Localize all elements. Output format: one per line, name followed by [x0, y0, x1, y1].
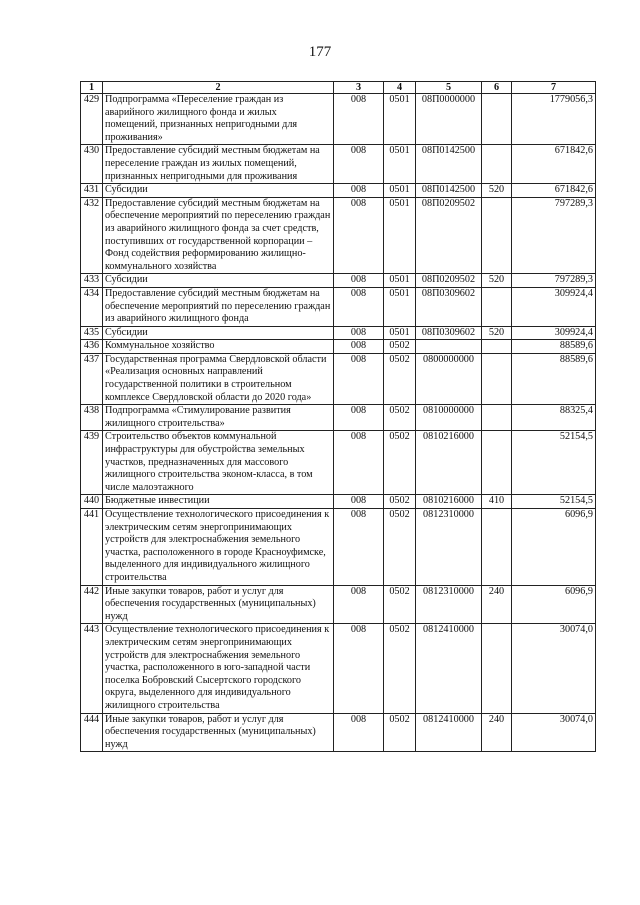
row-code-expense-type — [482, 509, 512, 586]
row-code-target: 0812310000 — [416, 509, 482, 586]
row-code-section: 0501 — [384, 94, 416, 145]
column-header-3: 3 — [334, 82, 384, 94]
row-code-ministry: 008 — [334, 495, 384, 509]
table-row — [81, 405, 596, 431]
row-code-section: 0502 — [384, 495, 416, 509]
table-row — [81, 197, 596, 274]
column-header-2: 2 — [103, 82, 334, 94]
row-code-ministry: 008 — [334, 145, 384, 184]
row-code-ministry: 008 — [334, 405, 384, 431]
row-code-ministry: 008 — [334, 197, 384, 274]
row-description: Субсидии — [103, 274, 334, 288]
row-code-target: 0800000000 — [416, 353, 482, 404]
row-code-expense-type — [482, 340, 512, 354]
row-description: Иные закупки товаров, работ и услуг для обеспечения государственных (муниципальных) нужд — [103, 713, 334, 752]
row-code-ministry: 008 — [334, 184, 384, 198]
row-code-target: 0810000000 — [416, 405, 482, 431]
row-code-section: 0502 — [384, 405, 416, 431]
row-number: 442 — [81, 585, 103, 624]
row-number: 431 — [81, 184, 103, 198]
row-number: 438 — [81, 405, 103, 431]
row-description: Иные закупки товаров, работ и услуг для обеспечения государственных (муниципальных) нужд — [103, 585, 334, 624]
row-code-expense-type — [482, 197, 512, 274]
row-number: 430 — [81, 145, 103, 184]
row-number: 433 — [81, 274, 103, 288]
row-code-expense-type: 410 — [482, 495, 512, 509]
row-code-ministry: 008 — [334, 713, 384, 752]
table-header-row — [81, 82, 596, 94]
row-code-target — [416, 340, 482, 354]
row-code-expense-type: 520 — [482, 326, 512, 340]
table-row — [81, 353, 596, 404]
row-code-ministry: 008 — [334, 274, 384, 288]
row-code-target: 08П0209502 — [416, 274, 482, 288]
row-number: 441 — [81, 509, 103, 586]
row-code-expense-type — [482, 353, 512, 404]
row-amount: 88589,6 — [512, 340, 596, 354]
row-description: Осуществление технологического присоединения к электрическим сетям энергопринимающих устройств для электроснабжения земельного участка, расположенного в юго-западной части поселка Бобровский Сысертского городского округа, выделенного для индивидуального жилищного строительства — [103, 624, 334, 713]
table-row — [81, 431, 596, 495]
table-body — [81, 94, 596, 752]
row-code-section: 0502 — [384, 713, 416, 752]
table-row — [81, 585, 596, 624]
row-code-target: 08П0000000 — [416, 94, 482, 145]
row-code-section: 0502 — [384, 624, 416, 713]
row-description: Субсидии — [103, 184, 334, 198]
row-number: 432 — [81, 197, 103, 274]
row-amount: 309924,4 — [512, 287, 596, 326]
row-description: Предоставление субсидий местным бюджетам на переселение граждан из жилых помещений, признанных непригодными для проживания — [103, 145, 334, 184]
row-amount: 6096,9 — [512, 585, 596, 624]
row-code-target: 0810216000 — [416, 431, 482, 495]
row-code-expense-type: 240 — [482, 585, 512, 624]
table-row — [81, 287, 596, 326]
row-description: Предоставление субсидий местным бюджетам на обеспечение мероприятий по переселению граждан из аварийного жилищного фонда — [103, 287, 334, 326]
row-code-section: 0501 — [384, 287, 416, 326]
row-amount: 671842,6 — [512, 184, 596, 198]
row-code-ministry: 008 — [334, 509, 384, 586]
row-code-section: 0501 — [384, 274, 416, 288]
row-code-section: 0501 — [384, 197, 416, 274]
table-row — [81, 326, 596, 340]
row-amount: 1779056,3 — [512, 94, 596, 145]
table-row — [81, 94, 596, 145]
row-amount: 30074,0 — [512, 713, 596, 752]
row-number: 434 — [81, 287, 103, 326]
row-code-expense-type — [482, 287, 512, 326]
row-code-section: 0502 — [384, 340, 416, 354]
row-description: Субсидии — [103, 326, 334, 340]
row-description: Государственная программа Свердловской области «Реализация основных направлений государственной политики в строительном комплексе Свердловской области до 2020 года» — [103, 353, 334, 404]
column-header-6: 6 — [482, 82, 512, 94]
row-code-target: 0812410000 — [416, 624, 482, 713]
row-code-section: 0502 — [384, 431, 416, 495]
row-number: 437 — [81, 353, 103, 404]
row-code-target: 08П0209502 — [416, 197, 482, 274]
row-code-ministry: 008 — [334, 340, 384, 354]
table-row — [81, 624, 596, 713]
row-code-expense-type: 520 — [482, 184, 512, 198]
column-header-5: 5 — [416, 82, 482, 94]
row-code-ministry: 008 — [334, 431, 384, 495]
row-code-target: 0812310000 — [416, 585, 482, 624]
table-row — [81, 145, 596, 184]
row-code-section: 0501 — [384, 326, 416, 340]
row-amount: 52154,5 — [512, 431, 596, 495]
row-code-section: 0501 — [384, 145, 416, 184]
row-description: Коммунальное хозяйство — [103, 340, 334, 354]
row-code-target: 08П0142500 — [416, 184, 482, 198]
row-number: 436 — [81, 340, 103, 354]
row-amount: 88325,4 — [512, 405, 596, 431]
column-header-4: 4 — [384, 82, 416, 94]
row-amount: 797289,3 — [512, 197, 596, 274]
row-description: Строительство объектов коммунальной инфраструктуры для обустройства земельных участков, предназначенных для массового жилищного строительства эконом-класса, в том числе малоэтажного — [103, 431, 334, 495]
page-number: 177 — [308, 44, 332, 60]
budget-table — [80, 81, 596, 752]
row-description: Предоставление субсидий местным бюджетам на обеспечение мероприятий по переселению граждан из аварийного жилищного фонда за счет средств, поступивших от государственной корпорации – Фонд содействия реформированию жилищно-коммунального хозяйства — [103, 197, 334, 274]
row-number: 444 — [81, 713, 103, 752]
row-amount: 30074,0 — [512, 624, 596, 713]
row-amount: 52154,5 — [512, 495, 596, 509]
row-code-expense-type — [482, 405, 512, 431]
row-code-ministry: 008 — [334, 326, 384, 340]
row-description: Бюджетные инвестиции — [103, 495, 334, 509]
table-row — [81, 340, 596, 354]
row-code-section: 0502 — [384, 585, 416, 624]
row-description: Подпрограмма «Переселение граждан из аварийного жилищного фонда и жилых помещений, признанных непригодными для проживания» — [103, 94, 334, 145]
row-number: 439 — [81, 431, 103, 495]
row-code-section: 0502 — [384, 353, 416, 404]
row-code-expense-type — [482, 94, 512, 145]
row-code-target: 0810216000 — [416, 495, 482, 509]
row-amount: 797289,3 — [512, 274, 596, 288]
row-code-target: 08П0309602 — [416, 287, 482, 326]
row-number: 435 — [81, 326, 103, 340]
row-amount: 6096,9 — [512, 509, 596, 586]
row-code-section: 0502 — [384, 509, 416, 586]
row-code-section: 0501 — [384, 184, 416, 198]
row-code-ministry: 008 — [334, 287, 384, 326]
row-amount: 88589,6 — [512, 353, 596, 404]
row-code-expense-type — [482, 624, 512, 713]
row-code-ministry: 008 — [334, 624, 384, 713]
row-code-expense-type — [482, 145, 512, 184]
row-number: 443 — [81, 624, 103, 713]
column-header-7: 7 — [512, 82, 596, 94]
table-row — [81, 274, 596, 288]
table-row — [81, 509, 596, 586]
row-code-ministry: 008 — [334, 94, 384, 145]
row-amount: 309924,4 — [512, 326, 596, 340]
row-number: 429 — [81, 94, 103, 145]
table-row — [81, 713, 596, 752]
row-number: 440 — [81, 495, 103, 509]
table-row — [81, 495, 596, 509]
table-row — [81, 184, 596, 198]
row-amount: 671842,6 — [512, 145, 596, 184]
row-code-expense-type — [482, 431, 512, 495]
row-code-expense-type: 520 — [482, 274, 512, 288]
row-code-target: 08П0309602 — [416, 326, 482, 340]
row-code-expense-type: 240 — [482, 713, 512, 752]
row-code-target: 0812410000 — [416, 713, 482, 752]
row-description: Осуществление технологического присоединения к электрическим сетям энергопринимающих устройств для электроснабжения земельного участка, расположенного в городе Красноуфимске, выделенного для индивидуального жилищного строительства — [103, 509, 334, 586]
row-description: Подпрограмма «Стимулирование развития жилищного строительства» — [103, 405, 334, 431]
row-code-target: 08П0142500 — [416, 145, 482, 184]
column-header-1: 1 — [81, 82, 103, 94]
row-code-ministry: 008 — [334, 353, 384, 404]
row-code-ministry: 008 — [334, 585, 384, 624]
